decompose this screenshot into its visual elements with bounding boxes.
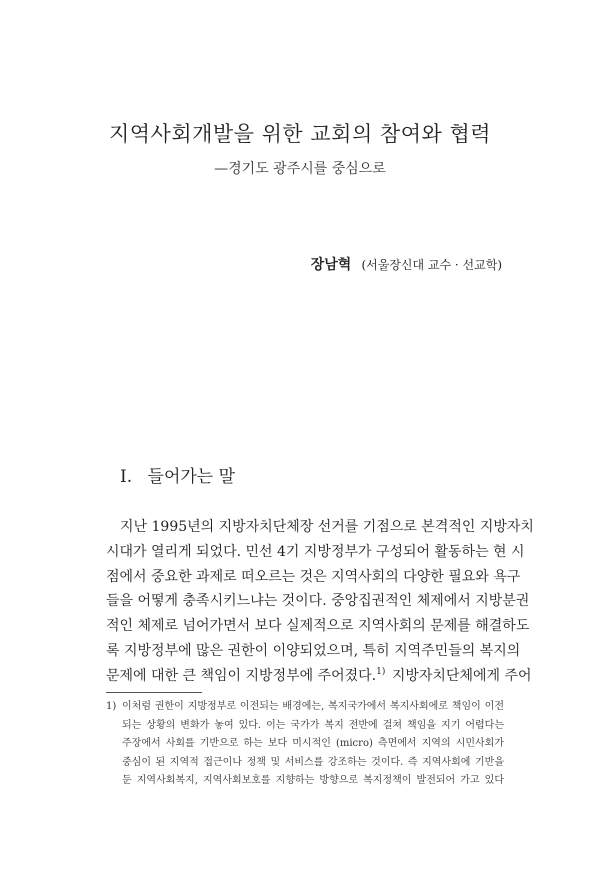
body-line: 적인 체제로 넘어가면서 보다 실제적으로 지역사회의 문제를 해결하도 bbox=[106, 618, 530, 635]
footnote-line bbox=[106, 698, 504, 717]
body-line: 지난 1995년의 지방자치단체장 선거를 기점으로 본격적인 지방자치 bbox=[120, 519, 534, 535]
footnote-divider bbox=[106, 692, 202, 693]
footnote-line: 중심이 된 지역적 접근이나 정책 및 서비스를 강조하는 것이다. 즉 지역사회에 기반을 bbox=[122, 756, 504, 768]
body-line-text: 문제에 대한 큰 책임이 지방정부에 주어졌다. bbox=[106, 667, 377, 684]
footnote-number: 1) bbox=[106, 701, 117, 712]
footnote-line: 주장에서 사회를 기반으로 하는 보다 미시적인 (micro) 측면에서 지역의 시민사회가 bbox=[122, 738, 504, 750]
footnote-text: 이처럼 권한이 지방정부로 이전되는 배경에는, 복지국가에서 복지사회에로 책임이 이전 bbox=[122, 701, 504, 712]
footnote-reference[interactable]: 1) bbox=[376, 667, 386, 678]
body-line: 록 지방정부에 많은 권한이 이양되었으며, 특히 지역주민들의 복지의 bbox=[106, 642, 521, 659]
footnote-line: 되는 상황의 변화가 놓여 있다. 이는 국가가 복지 전반에 걸쳐 책임을 지기 어렵다는 bbox=[122, 719, 504, 731]
author-affiliation: (서울장신대 교수 · 선교학) bbox=[361, 258, 502, 272]
author-name: 장남혁 bbox=[310, 257, 352, 273]
body-line-last bbox=[106, 664, 532, 689]
author-line bbox=[311, 254, 502, 274]
section-title: 들어가는 말 bbox=[147, 467, 236, 487]
footnote-line: 둔 지역사회복지, 지역사회보호를 지향하는 방향으로 복지정책이 발전되어 가고 있다 bbox=[122, 775, 504, 787]
paper-title: 지역사회개발을 위한 교회의 참여와 협력 bbox=[108, 122, 492, 146]
body-line: 점에서 중요한 과제로 떠오르는 것은 지역사회의 다양한 필요와 욕구 bbox=[106, 568, 521, 585]
section-number: I. bbox=[120, 467, 133, 487]
body-line-tail: 지방자치단체에게 주어 bbox=[391, 667, 532, 684]
body-line: 시대가 열리게 되었다. 민선 4기 지방정부가 구성되어 활동하는 현 시 bbox=[106, 543, 525, 560]
footnote bbox=[106, 698, 504, 791]
body-line: 들을 어떻게 충족시키느냐는 것이다. 중앙집권적인 체제에서 지방분권 bbox=[106, 593, 530, 610]
body-paragraph bbox=[106, 515, 534, 689]
section-heading bbox=[120, 462, 235, 487]
paper-subtitle: —경기도 광주시를 중심으로 bbox=[214, 161, 386, 177]
